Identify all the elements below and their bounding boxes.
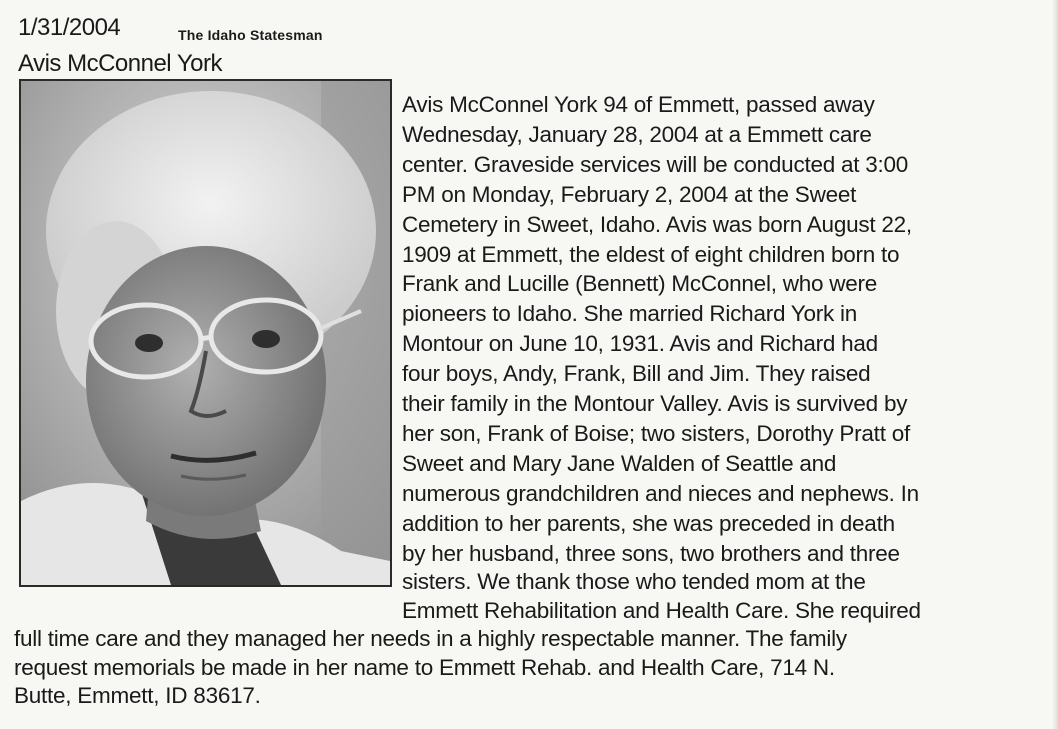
- deceased-name: Avis McConnel York: [18, 50, 222, 77]
- obituary-line: their family in the Montour Valley. Avis is survived by: [402, 391, 908, 416]
- portrait-photo: [19, 79, 392, 587]
- obituary-line: by her husband, three sons, two brothers and three: [402, 541, 900, 566]
- obituary-line: her son, Frank of Boise; two sisters, Dorothy Pratt of: [402, 421, 910, 446]
- obituary-line: four boys, Andy, Frank, Bill and Jim. They raised: [402, 361, 871, 386]
- obituary-line: Cemetery in Sweet, Idaho. Avis was born August 22,: [402, 212, 912, 237]
- obituary-line: PM on Monday, February 2, 2004 at the Sweet: [402, 182, 857, 207]
- obituary-line: center. Graveside services will be conducted at 3:00: [402, 152, 909, 177]
- obituary-line: numerous grandchildren and nieces and nephews. In: [402, 481, 919, 506]
- obituary-line: Frank and Lucille (Bennett) McConnel, who were: [402, 271, 877, 296]
- clipping-date: 1/31/2004: [18, 14, 121, 41]
- obituary-line: pioneers to Idaho. She married Richard York in: [402, 301, 858, 326]
- obituary-line: request memorials be made in her name to Emmett Rehab. and Health Care, 714 N.: [14, 655, 835, 680]
- obituary-line: addition to her parents, she was preceded in death: [402, 511, 895, 536]
- obituary-line: Sweet and Mary Jane Walden of Seattle and: [402, 451, 837, 476]
- newspaper-name: The Idaho Statesman: [178, 27, 323, 43]
- obituary-line: Wednesday, January 28, 2004 at a Emmett care: [402, 122, 872, 147]
- scan-edge-shadow: [1052, 0, 1058, 729]
- obituary-line: Avis McConnel York 94 of Emmett, passed away: [402, 92, 875, 117]
- obituary-line: full time care and they managed her needs in a highly respectable manner. The family: [14, 626, 847, 651]
- obituary-line: Butte, Emmett, ID 83617.: [14, 683, 261, 708]
- obituary-line: Montour on June 10, 1931. Avis and Richard had: [402, 331, 878, 356]
- obituary-line: sisters. We thank those who tended mom at the: [402, 569, 866, 594]
- obituary-line: 1909 at Emmett, the eldest of eight children born to: [402, 242, 900, 267]
- obituary-line: Emmett Rehabilitation and Health Care. She required: [402, 598, 921, 623]
